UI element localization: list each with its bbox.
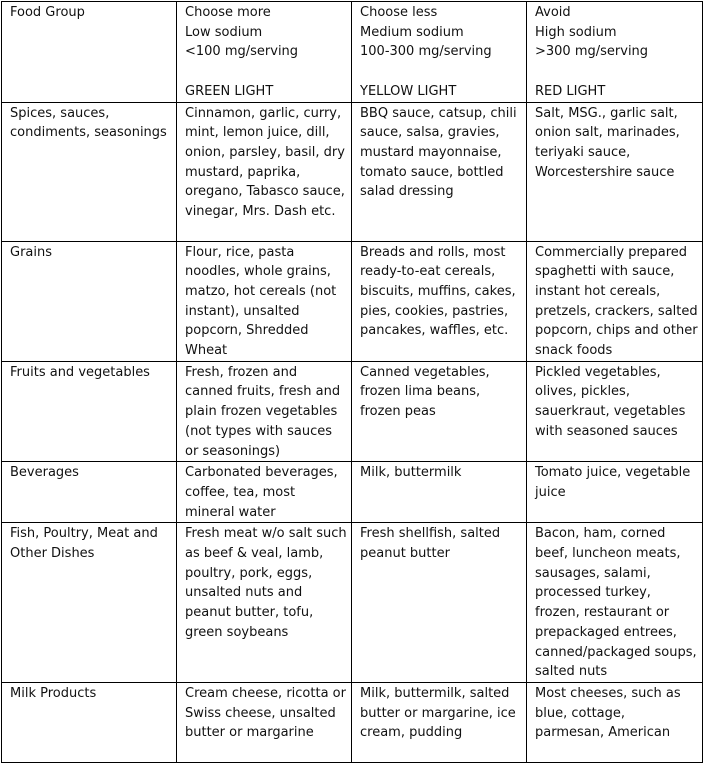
sodium-guide-table xyxy=(1,1,703,763)
yellow-light-label: YELLOW LIGHT xyxy=(360,83,457,99)
red-light-cell: Commercially prepared spaghetti with sauce, instant hot cereals, pretzels, crackers, salted popcorn, chips and other snack foods xyxy=(527,241,703,361)
table-row xyxy=(2,523,703,683)
food-group-cell: Beverages xyxy=(2,462,177,523)
header-avoid xyxy=(527,2,703,103)
table-row xyxy=(2,102,703,241)
green-light-cell: Cinnamon, garlic, curry, mint, lemon juice, dill, onion, parsley, basil, dry mustard, paprika, oregano, Tabasco sauce, vinegar, Mrs. Dash etc. xyxy=(177,102,352,241)
red-light-cell: Most cheeses, such as blue, cottage, parmesan, American xyxy=(527,682,703,762)
yellow-light-cell: Canned vegetables, frozen lima beans, frozen peas xyxy=(352,361,527,462)
food-group-cell: Fruits and vegetables xyxy=(2,361,177,462)
red-light-cell: Tomato juice, vegetable juice xyxy=(527,462,703,523)
green-light-label: GREEN LIGHT xyxy=(185,83,274,99)
header-food-group-text: Food Group xyxy=(10,5,85,20)
food-group-cell: Grains xyxy=(2,241,177,361)
red-light-cell: Salt, MSG., garlic salt, onion salt, marinades, teriyaki sauce, Worcestershire sauce xyxy=(527,102,703,241)
green-light-cell: Carbonated beverages, coffee, tea, most mineral water xyxy=(177,462,352,523)
yellow-light-cell: Fresh shellfish, salted peanut butter xyxy=(352,523,527,683)
yellow-light-cell: Breads and rolls, most ready-to-eat cereals, biscuits, muffins, cakes, pies, cookies, pastries, pancakes, waffles, etc. xyxy=(352,241,527,361)
header-choose-more-text: Choose more Low sodium <100 mg/serving xyxy=(185,5,299,60)
food-group-cell: Milk Products xyxy=(2,682,177,762)
table-row xyxy=(2,361,703,462)
table-row xyxy=(2,682,703,762)
header-row xyxy=(2,2,703,103)
food-group-cell: Spices, sauces, condiments, seasonings xyxy=(2,102,177,241)
header-avoid-text: Avoid High sodium >300 mg/serving xyxy=(535,5,649,60)
red-light-label: RED LIGHT xyxy=(535,83,606,99)
green-light-cell: Fresh meat w/o salt such as beef & veal, lamb, poultry, pork, eggs, unsalted nuts and peanut butter, tofu, green soybeans xyxy=(177,523,352,683)
yellow-light-cell: Milk, buttermilk xyxy=(352,462,527,523)
header-choose-more xyxy=(177,2,352,103)
header-choose-less-text: Choose less Medium sodium 100-300 mg/serving xyxy=(360,5,492,60)
yellow-light-cell: Milk, buttermilk, salted butter or margarine, ice cream, pudding xyxy=(352,682,527,762)
green-light-cell: Fresh, frozen and canned fruits, fresh and plain frozen vegetables (not types with sauces or seasonings) xyxy=(177,361,352,462)
red-light-cell: Bacon, ham, corned beef, luncheon meats, sausages, salami, processed turkey, frozen, restaurant or prepackaged entrees, canned/packaged soups, salted nuts xyxy=(527,523,703,683)
yellow-light-cell: BBQ sauce, catsup, chili sauce, salsa, gravies, mustard mayonnaise, tomato sauce, bottled salad dressing xyxy=(352,102,527,241)
table-row xyxy=(2,462,703,523)
green-light-cell: Flour, rice, pasta noodles, whole grains, matzo, hot cereals (not instant), unsalted popcorn, Shredded Wheat xyxy=(177,241,352,361)
table-row xyxy=(2,241,703,361)
food-group-cell: Fish, Poultry, Meat and Other Dishes xyxy=(2,523,177,683)
header-food-group xyxy=(2,2,177,103)
header-choose-less xyxy=(352,2,527,103)
green-light-cell: Cream cheese, ricotta or Swiss cheese, unsalted butter or margarine xyxy=(177,682,352,762)
red-light-cell: Pickled vegetables, olives, pickles, sauerkraut, vegetables with seasoned sauces xyxy=(527,361,703,462)
